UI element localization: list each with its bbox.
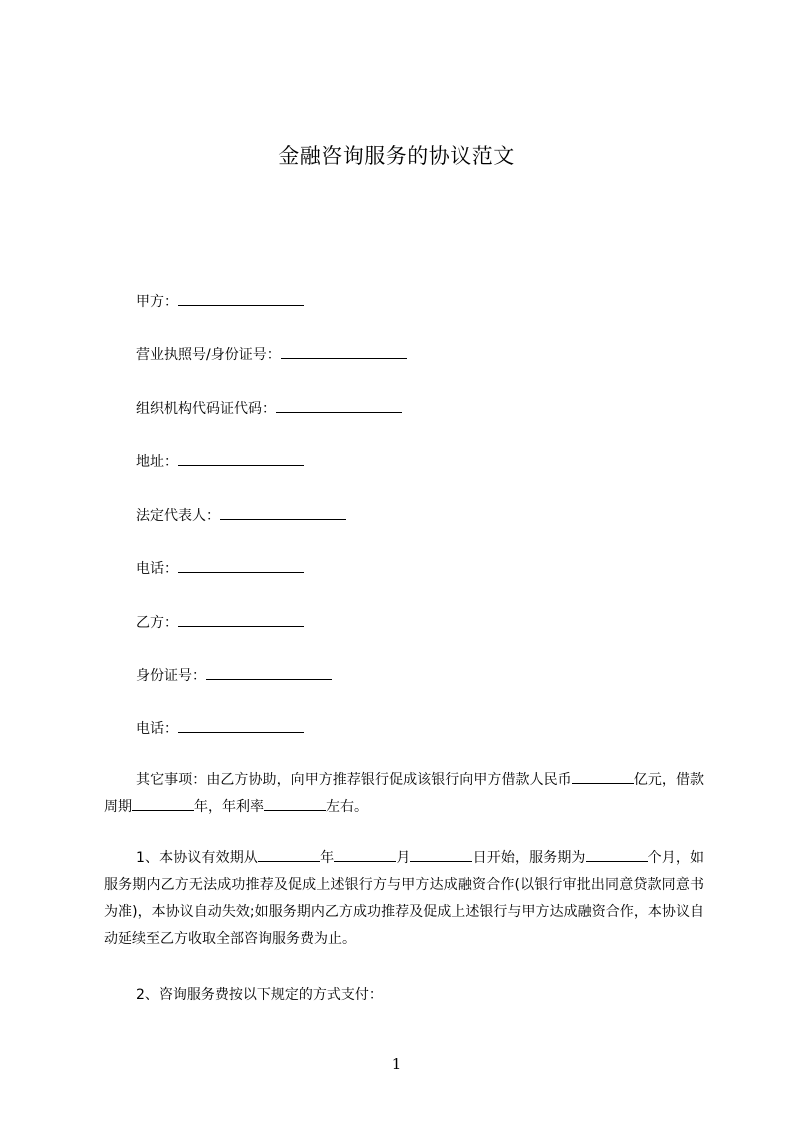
field-party-b xyxy=(136,612,304,633)
fill-blank xyxy=(334,847,396,862)
fill-blank xyxy=(178,451,304,466)
field-label: 电话： xyxy=(136,561,178,577)
field-label: 身份证号： xyxy=(136,668,206,684)
fill-blank xyxy=(258,847,320,862)
fill-blank xyxy=(264,796,326,811)
fill-blank xyxy=(178,558,304,573)
fill-blank xyxy=(281,344,407,359)
field-id-number xyxy=(136,665,332,686)
field-org-code xyxy=(136,398,402,419)
fill-blank xyxy=(220,505,346,520)
document-title: 金融咨询服务的协议范文 xyxy=(278,144,515,168)
fill-blank xyxy=(132,796,194,811)
fill-blank xyxy=(586,847,648,862)
field-phone-a xyxy=(136,558,304,579)
fill-blank xyxy=(178,612,304,627)
field-label: 组织机构代码证代码： xyxy=(136,401,276,417)
clause-1-paragraph: 1、本协议有效期从 年 月 日开始，服务期为 个月，如服务期内乙方无法成功推荐及促成上述银行方与甲方达成融资合作(以银行审批出同意贷款同意书为准)，本协议自动失效;如服务期内乙方成功推荐及促成上述银行与甲方达成融资合作，本协议自动延续至乙方收取全部咨询服务费为止。 xyxy=(104,845,704,953)
field-label: 法定代表人： xyxy=(136,508,220,524)
fill-blank xyxy=(276,398,402,413)
fill-blank xyxy=(572,769,634,784)
field-label: 甲方： xyxy=(136,294,178,310)
fill-blank xyxy=(178,291,304,306)
field-party-a xyxy=(136,291,304,312)
page-number: 1 xyxy=(391,1055,402,1073)
field-license-id xyxy=(136,344,407,365)
field-label: 地址： xyxy=(136,454,178,470)
other-matters-paragraph: 其它事项：由乙方协助，向甲方推荐银行促成该银行向甲方借款人民币 亿元，借款周期 年，年利率 左右。 xyxy=(104,767,704,821)
fill-blank xyxy=(178,718,304,733)
field-address xyxy=(136,451,304,472)
clause-2-paragraph: 2、咨询服务费按以下规定的方式支付： xyxy=(136,987,383,1003)
field-label: 乙方： xyxy=(136,615,178,631)
field-label: 电话： xyxy=(136,721,178,737)
field-label: 营业执照号/身份证号： xyxy=(136,347,281,363)
fill-blank xyxy=(206,665,332,680)
field-legal-rep xyxy=(136,505,346,526)
fill-blank xyxy=(410,847,472,862)
field-phone-b xyxy=(136,718,304,739)
